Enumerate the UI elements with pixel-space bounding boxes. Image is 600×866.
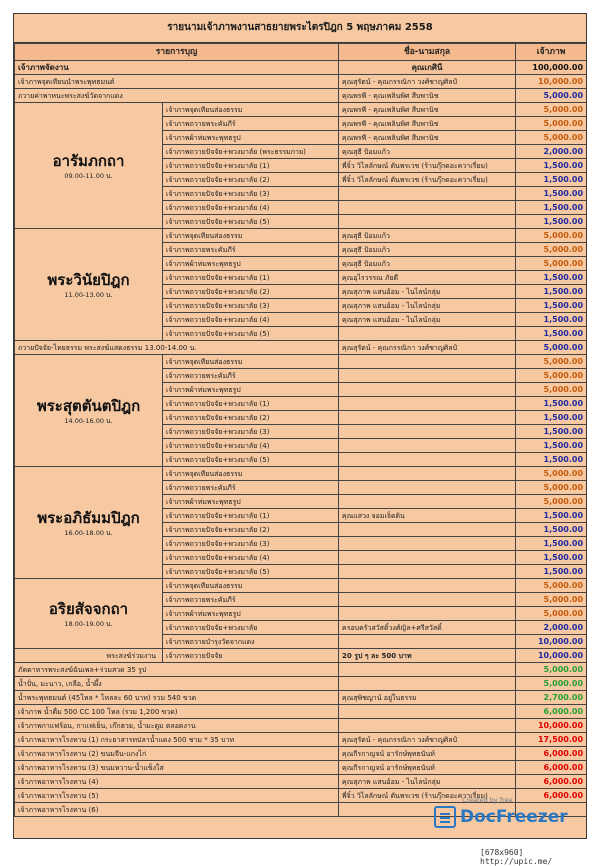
donation-row (15, 747, 587, 761)
amount-value: 5,000.00 (516, 607, 587, 621)
amount-value: 1,500.00 (516, 173, 587, 187)
donation-row (15, 733, 587, 747)
item-label: เจ้าภาพถวายปัจจัย+พวงมาลัย (1) (163, 159, 339, 173)
donor-name (339, 719, 516, 733)
donor-name (339, 607, 516, 621)
monks-label: พระสงฆ์ร่วมงาน (15, 649, 163, 663)
amount-value: 1,500.00 (516, 313, 587, 327)
amount-value: 1,500.00 (516, 509, 587, 523)
item-label: เจ้าภาพถวายปัจจัย+พวงมาลัย (2) (163, 523, 339, 537)
item-label: น้ำพระพุทธมนต์ (45โหล * โหลละ 60 บาท) รวม 540 ขวด (15, 691, 339, 705)
session-label (15, 229, 163, 341)
item-label: เจ้าภาพจุดเทียนส่องธรรม (163, 355, 339, 369)
amount-value: 17,500.00 (516, 733, 587, 747)
amount-value: 1,500.00 (516, 299, 587, 313)
item-label: เจ้าภาพถวายปัจจัย+พวงมาลัย (5) (163, 565, 339, 579)
donor-table-body (15, 44, 587, 817)
amount-value: 2,000.00 (516, 145, 587, 159)
item-label: เจ้าภาพผ้าห่มพระพุทธรูป (163, 131, 339, 145)
session-time: 09.00-11.00 น. (64, 171, 113, 180)
session-time: 14.00-16.00 น. (64, 416, 113, 425)
amount-value: 5,000.00 (516, 103, 587, 117)
item-label: เจ้าภาพถวายปัจจัย+พวงมาลัย (4) (163, 201, 339, 215)
amount-value: 10,000.00 (516, 719, 587, 733)
session-time: 18.00-19.00 น. (64, 619, 113, 628)
donor-sheet (13, 13, 587, 839)
amount-value: 6,000.00 (516, 789, 587, 803)
amount-value: 1,500.00 (516, 285, 587, 299)
donor-name: คุณพรพี - คุณเพลินพิศ สืบพานิช (339, 117, 516, 131)
col-header-amount: เจ้าภาพ (516, 44, 587, 61)
donor-name: คุณสุภาพ แสนอ้อม - ไนไลน์กลุ่ม (339, 775, 516, 789)
item-label: เจ้าภาพถวายบำรุงวัดจากแดง (163, 635, 339, 649)
session-label (15, 579, 163, 649)
host-name: คุณเกศินี (339, 61, 516, 75)
item-label: เจ้าภาพถวายพระคัมภีร์ (163, 117, 339, 131)
item-label: เจ้าภาพอาหารโรงทาน (2) ขนมจีน-แกงไก่ (15, 747, 339, 761)
donation-row (15, 75, 587, 89)
item-label: เจ้าภาพจุดเทียนส่องธรรม (163, 579, 339, 593)
amount-value: 5,000.00 (516, 677, 587, 691)
item-label: เจ้าภาพถวายปัจจัย+พวงมาลัย (1) (163, 509, 339, 523)
item-label: เจ้าภาพถวายปัจจัย+พวงมาลัย (2) (163, 173, 339, 187)
donor-name: คุณอุไรวรรณ ภัยดี (339, 271, 516, 285)
watermark-caption: Created by free (462, 796, 513, 804)
session-row (15, 229, 587, 243)
amount-value: 1,500.00 (516, 537, 587, 551)
item-label: เจ้าภาพถวายพระคัมภีร์ (163, 369, 339, 383)
donor-name (339, 635, 516, 649)
session-time: 16.00-18.00 น. (64, 528, 113, 537)
session-name: พระวินัยปิฎก (47, 270, 130, 289)
amount-value: 5,000.00 (516, 663, 587, 677)
col-header-item: รายการบุญ (15, 44, 339, 61)
donor-name: คุณกีรกาญจน์ อารักษ์พุทธนันท์ (339, 761, 516, 775)
donor-name (339, 187, 516, 201)
item-label: เจ้าภาพถวายปัจจัย+พวงมาลัย (3) (163, 187, 339, 201)
donor-name (339, 593, 516, 607)
item-label: เจ้าภาพถวายปัจจัย+พวงมาลัย (3) (163, 537, 339, 551)
item-label: เจ้าภาพผ้าห่มพระพุทธรูป (163, 383, 339, 397)
item-label: เจ้าภาพถวายปัจจัย+พวงมาลัย (3) (163, 299, 339, 313)
item-label: เจ้าภาพอาหารโรงทาน (1) กระยาสารทปลาน้ำแดง 500 ชาม * 35 บาท (15, 733, 339, 747)
host-label: เจ้าภาพจัดงาน (15, 61, 339, 75)
donor-name (339, 705, 516, 719)
amount-value: 5,000.00 (516, 257, 587, 271)
monks-row (15, 649, 587, 663)
docfreezer-logo-icon (434, 806, 456, 828)
donor-name: คุณสุรัตน์ - คุณกรรณิกา วงศ์ชาญศิลป์ (339, 75, 516, 89)
donor-name: คุณสุธี ป้อมแก้ว (339, 243, 516, 257)
donor-name (339, 327, 516, 341)
donor-name (339, 215, 516, 229)
item-label: เจ้าภาพถวายปัจจัย+พวงมาลัย (5) (163, 453, 339, 467)
donor-name: ครอบครัวสวัสดิ์วงศ์ญิล+ศรีสวัสดิ์ (339, 621, 516, 635)
item-label: เจ้าภาพอาหารโรงทาน (3) ขนมหวาน-น้ำแข็งใส (15, 761, 339, 775)
amount-value: 5,000.00 (516, 593, 587, 607)
amount-value: 10,000.00 (516, 649, 587, 663)
item-label: เจ้าภาพอาหารโรงทาน (5) (15, 789, 339, 803)
donor-name: คุณพรพี - คุณเพลินพิศ สืบพานิช (339, 131, 516, 145)
donor-name: พี่จิ๋ว วิไลลักษณ์ ตันพรเวช (ร้านกุ๊กดอะควาเรี่ยม) (339, 789, 516, 803)
item-label: เจ้าภาพอาหารโรงทาน (6) (15, 803, 339, 817)
amount-value: 10,000.00 (516, 75, 587, 89)
amount-value: 2,700.00 (516, 691, 587, 705)
amount-value: 5,000.00 (516, 89, 587, 103)
item-label: เจ้าภาพถวายปัจจัย (163, 649, 339, 663)
session-name: อริยสัจจกถา (48, 599, 129, 618)
donor-name (339, 355, 516, 369)
donor-name: คุณสุภาพ แสนอ้อม - ไนไลน์กลุ่ม (339, 299, 516, 313)
donor-name (339, 467, 516, 481)
item-label: เจ้าภาพถวายปัจจัย+พวงมาลัย (2) (163, 285, 339, 299)
item-label: เจ้าภาพจุดเทียนนำพระพุทธมนต์ (15, 75, 339, 89)
col-header-name: ชื่อ-นามสกุล (339, 44, 516, 61)
item-label: เจ้าภาพถวายปัจจัย+พวงมาลัย (163, 621, 339, 635)
item-label: เจ้าภาพถวายปัจจัย+พวงมาลัย (1) (163, 397, 339, 411)
donation-row (15, 677, 587, 691)
item-label: เจ้าภาพกาแฟร้อน, กาแฟเย็น, เก๊กฮวย, น้ำมะตูม ตลอดงาน (15, 719, 339, 733)
host-row (15, 61, 587, 75)
session-row (15, 467, 587, 481)
donor-name (339, 551, 516, 565)
item-label: เจ้าภาพถวายปัจจัย+พวงมาลัย (4) (163, 439, 339, 453)
item-label: เจ้าภาพถวายปัจจัย+พวงมาลัย (4) (163, 551, 339, 565)
donor-name (339, 439, 516, 453)
donation-row (15, 719, 587, 733)
session-time: 11.00-13.00 น. (64, 290, 113, 299)
amount-value: 5,000.00 (516, 579, 587, 593)
amount-value: 10,000.00 (516, 635, 587, 649)
session-name: พระสุตตันตปิฎก (36, 396, 141, 415)
lunch-row (15, 341, 587, 355)
donor-name: คุณพรพี - คุณเพลินพิศ สืบพานิช (339, 103, 516, 117)
item-label: น้ำปั่น, มะนาว, เกลือ, น้ำผึ้ง (15, 677, 339, 691)
amount-value: 1,500.00 (516, 453, 587, 467)
item-label: เจ้าภาพผ้าห่มพระพุทธรูป (163, 257, 339, 271)
donor-name (339, 453, 516, 467)
amount-value: 1,500.00 (516, 411, 587, 425)
donor-table (14, 43, 587, 817)
donor-name (339, 383, 516, 397)
donation-row (15, 89, 587, 103)
donor-name (339, 425, 516, 439)
item-label: เจ้าภาพผ้าห่มพระพุทธรูป (163, 495, 339, 509)
item-label: เจ้าภาพจุดเทียนส่องธรรม (163, 229, 339, 243)
amount-value: 5,000.00 (516, 117, 587, 131)
donor-name (339, 411, 516, 425)
donor-name (339, 369, 516, 383)
session-row (15, 579, 587, 593)
host-amount: 100,000.00 (516, 61, 587, 75)
item-label: เจ้าภาพจุดเทียนส่องธรรม (163, 103, 339, 117)
docfreezer-watermark (432, 794, 582, 834)
amount-value: 1,500.00 (516, 327, 587, 341)
donor-name (339, 495, 516, 509)
donation-row (15, 761, 587, 775)
donor-name: คุณสุภาพ แสนอ้อม - ไนไลน์กลุ่ม (339, 313, 516, 327)
donor-name: พี่จิ๋ว วิไลลักษณ์ ตันพรเวช (ร้านกุ๊กดอะควาเรี่ยม) (339, 159, 516, 173)
watermark-brand: DocFreezer (460, 807, 568, 827)
item-label: เจ้าภาพถวายปัจจัย+พวงมาลัย (พระธรรมกาย) (163, 145, 339, 159)
donor-name (339, 201, 516, 215)
item-label: เจ้าภาพอาหารโรงทาน (4) (15, 775, 339, 789)
amount-value: 5,000.00 (516, 383, 587, 397)
amount-value: 5,000.00 (516, 355, 587, 369)
donor-name: คุณสุธี ป้อมแก้ว (339, 257, 516, 271)
session-label (15, 103, 163, 229)
donor-name: คุณสุรัตน์ - คุณกรรณิกา วงศ์ชาญศิลป์ (339, 733, 516, 747)
session-label (15, 467, 163, 579)
item-label: เจ้าภาพถวายปัจจัย+พวงมาลัย (3) (163, 425, 339, 439)
amount-value: 1,500.00 (516, 425, 587, 439)
item-label: เจ้าภาพถวายปัจจัย+พวงมาลัย (2) (163, 411, 339, 425)
item-label: เจ้าภาพถวายปัจจัย+พวงมาลัย (5) (163, 215, 339, 229)
amount-value: 1,500.00 (516, 215, 587, 229)
item-label: ถวายค่าพาหนะพระสงฆ์วัดจากแดง (15, 89, 339, 103)
donor-name: คุณสุภาพ แสนอ้อม - ไนไลน์กลุ่ม (339, 285, 516, 299)
amount-value: 1,500.00 (516, 271, 587, 285)
amount-value: 1,500.00 (516, 397, 587, 411)
amount-value: 5,000.00 (516, 229, 587, 243)
donation-row (15, 691, 587, 705)
donation-row (15, 705, 587, 719)
amount-value: 1,500.00 (516, 187, 587, 201)
donor-name: คุณพรพี - คุณเพลินพิศ สืบพานิช (339, 89, 516, 103)
item-label: เจ้าภาพถวายพระคัมภีร์ (163, 593, 339, 607)
amount-value: 1,500.00 (516, 201, 587, 215)
donor-name (339, 537, 516, 551)
image-size-tag: [678x960] http://upic.me/ (480, 848, 553, 866)
item-label: ภัตตาหารพระสงฆ์ฉันเพล+ร่วมสวด 35 รูป (15, 663, 339, 677)
amount-value: 1,500.00 (516, 439, 587, 453)
amount-value: 5,000.00 (516, 243, 587, 257)
donor-name (339, 663, 516, 677)
header-row (15, 44, 587, 61)
item-label: เจ้าภาพ น้ำดื่ม 500 CC 100 โหล (รวม 1,200 ขวด) (15, 705, 339, 719)
item-label: เจ้าภาพถวายปัจจัย+พวงมาลัย (1) (163, 271, 339, 285)
donor-name: 20 รูป ๆ ละ 500 บาท (339, 649, 516, 663)
donation-row (15, 663, 587, 677)
item-label: เจ้าภาพถวายพระคัมภีร์ (163, 243, 339, 257)
item-label: เจ้าภาพจุดเทียนส่องธรรม (163, 467, 339, 481)
donation-row (15, 775, 587, 789)
amount-value: 6,000.00 (516, 747, 587, 761)
sheet-title: รายนามเจ้าภาพงานสาธยายพระไตรปิฎก 5 พฤษภาคม 2558 (14, 14, 586, 43)
donor-name: คุณสุธี ป้อมแก้ว (339, 229, 516, 243)
donor-name (339, 565, 516, 579)
donor-name (339, 579, 516, 593)
session-name: พระอภิธัมมปิฎก (37, 508, 140, 527)
amount-value: 6,000.00 (516, 705, 587, 719)
donor-name (339, 397, 516, 411)
item-label: เจ้าภาพผ้าห่มพระพุทธรูป (163, 607, 339, 621)
item-label: เจ้าภาพถวายพระคัมภีร์ (163, 481, 339, 495)
amount-value: 1,500.00 (516, 159, 587, 173)
amount-value: 5,000.00 (516, 495, 587, 509)
session-name: อารัมภกถา (52, 151, 125, 170)
amount-value: 5,000.00 (516, 131, 587, 145)
session-label (15, 355, 163, 467)
amount-value: 6,000.00 (516, 775, 587, 789)
amount-value: 1,500.00 (516, 551, 587, 565)
amount-value: 5,000.00 (516, 467, 587, 481)
amount-value: 5,000.00 (516, 481, 587, 495)
amount-value: 5,000.00 (516, 369, 587, 383)
donor-name: คุณกีรกาญจน์ อารักษ์พุทธนันท์ (339, 747, 516, 761)
item-label: เจ้าภาพถวายปัจจัย+พวงมาลัย (5) (163, 327, 339, 341)
donor-name (339, 677, 516, 691)
item-label: ถวายปัจจัย-ไทยธรรม พระสงฆ์แสดงธรรม 13.00-14.00 น. (15, 341, 339, 355)
donor-name: คุณสุรัตน์ - คุณกรรณิกา วงศ์ชาญศิลป์ (339, 341, 516, 355)
session-row (15, 355, 587, 369)
donor-name: คุณแสวง จอมเจ็ดดิน (339, 509, 516, 523)
amount-value: 1,500.00 (516, 565, 587, 579)
amount-value: 1,500.00 (516, 523, 587, 537)
session-row (15, 103, 587, 117)
amount-value: 2,000.00 (516, 621, 587, 635)
donor-name (339, 481, 516, 495)
amount-value: 6,000.00 (516, 761, 587, 775)
donor-name (339, 523, 516, 537)
donor-name: คุณสุพิชญาน์ อยู่ในธรรม (339, 691, 516, 705)
donor-name: คุณสุธี ป้อมแก้ว (339, 145, 516, 159)
item-label: เจ้าภาพถวายปัจจัย+พวงมาลัย (4) (163, 313, 339, 327)
amount-value: 5,000.00 (516, 341, 587, 355)
donor-name: พี่จิ๋ว วิไลลักษณ์ ตันพรเวช (ร้านกุ๊กดอะควาเรี่ยม) (339, 173, 516, 187)
